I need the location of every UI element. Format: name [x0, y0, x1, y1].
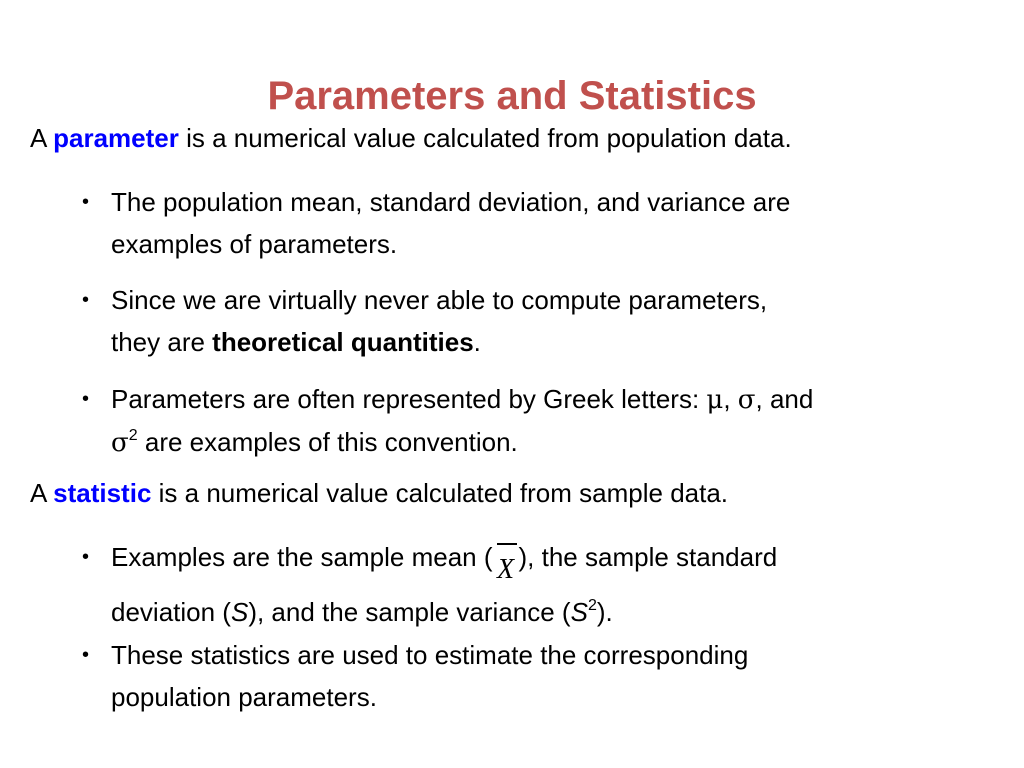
bullet-text-prefix: Examples are the sample mean ( [111, 542, 493, 572]
bullet-icon: • [82, 388, 90, 410]
s-squared-symbol: S [570, 597, 588, 627]
bullet-line [111, 321, 982, 363]
comma-separator: , [723, 384, 738, 414]
bullet-icon: • [82, 191, 90, 213]
parameter-definition-text: is a numerical value calculated from population data. [178, 123, 792, 153]
bullet-text-prefix: they are [111, 327, 213, 357]
bullet-line: population parameters. [111, 682, 377, 712]
bullet-line [111, 591, 982, 633]
bullet-text-mid: ), and the sample variance ( [248, 597, 571, 627]
parameter-bullet-1 [82, 181, 982, 265]
statistic-bullet-1 [82, 536, 982, 633]
bullet-text-rest: are examples of this convention. [137, 427, 518, 457]
bullet-text-suffix: ). [596, 597, 613, 627]
statistic-definition-prefix: A [30, 478, 54, 508]
parameter-bullet-2 [82, 279, 982, 363]
superscript-2: 2 [587, 597, 597, 614]
bullet-line [111, 536, 982, 591]
statistic-term: statistic [53, 478, 152, 508]
bullet-icon: • [82, 546, 90, 568]
bullet-line: These statistics are used to estimate the corresponding [111, 640, 749, 670]
bullet-text-prefix: Parameters are often represented by Greek letters: [111, 384, 707, 414]
bullet-text-suffix: . [473, 327, 481, 357]
bullet-icon: • [82, 289, 90, 311]
bullet-icon: • [82, 644, 90, 666]
bullet-line [111, 421, 982, 464]
sigma-squared-symbol: σ [111, 428, 129, 458]
x-bar-symbol: X [493, 549, 519, 591]
sigma-symbol: σ [737, 385, 756, 415]
statistic-definition [30, 477, 728, 509]
parameter-definition-prefix: A [30, 123, 54, 153]
theoretical-quantities-term: theoretical quantities [212, 327, 474, 357]
parameter-term: parameter [53, 123, 179, 153]
statistic-bullet-2 [82, 634, 982, 718]
mu-symbol: μ [706, 385, 724, 415]
bullet-text-suffix: , and [755, 384, 814, 414]
bullet-line: examples of parameters. [111, 229, 398, 259]
parameter-bullet-3 [82, 378, 982, 464]
bullet-line: Since we are virtually never able to compute parameters, [111, 285, 768, 315]
s-symbol: S [230, 597, 249, 627]
bullet-line [111, 378, 982, 421]
bullet-line: The population mean, standard deviation, and variance are [111, 187, 791, 217]
bullet-text-prefix: deviation ( [111, 597, 231, 627]
superscript-2: 2 [128, 427, 138, 444]
slide-title: Parameters and Statistics [267, 74, 757, 118]
statistic-definition-text: is a numerical value calculated from sample data. [151, 478, 729, 508]
parameter-definition [30, 122, 792, 154]
bullet-text-suffix: ), the sample standard [518, 542, 778, 572]
